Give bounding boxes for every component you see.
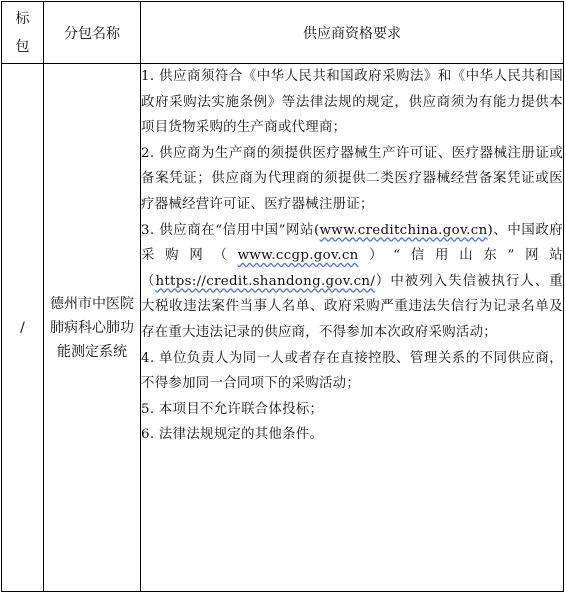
header-package-no-line1: 标 bbox=[15, 10, 30, 27]
credit-shandong-link[interactable]: https://credit.shandong.gov.cn/ bbox=[155, 273, 376, 289]
requirement-item-5: 5. 本项目不允许联合体投标； bbox=[141, 401, 324, 417]
header-package-no bbox=[2, 2, 44, 64]
requirement-item-1: 1. 供应商须符合《中华人民共和国政府采购法》和《中华人民共和国政府采购法实施条例》等法律法规的规定，供应商须为有能力提供本项目货物采购的生产商或代理商； bbox=[141, 69, 563, 136]
ccgp-link[interactable]: www.ccgp.gov.cn bbox=[237, 248, 359, 264]
requirement-item-3-text-c: ）“信用山东”网站（ bbox=[141, 248, 563, 289]
package-name-cell: 德州市中医院肺病科心肺功能测定系统 bbox=[44, 64, 141, 592]
requirement-item-3-text-d: ）中被列入失信被执行人、重大税收违法案件当事人名单、政府采购严重违法失信行为记录名单及存在重大违法记录的供应商，不得参加本次政府采购活动； bbox=[141, 273, 563, 340]
header-row bbox=[2, 2, 564, 64]
table-row bbox=[2, 64, 564, 592]
package-no-cell: / bbox=[2, 64, 44, 592]
requirement-item-6: 6. 法律法规规定的其他条件。 bbox=[141, 427, 324, 443]
creditchina-link[interactable]: www.creditchina.gov.cn bbox=[319, 222, 488, 238]
header-package-name: 分包名称 bbox=[44, 2, 141, 64]
requirements-cell bbox=[141, 64, 564, 592]
header-requirements: 供应商资格要求 bbox=[141, 2, 564, 64]
requirement-item-3-text-a: 3. 供应商在“信用中国”网站( bbox=[141, 222, 320, 238]
requirement-item-2: 2. 供应商为生产商的须提供医疗器械生产许可证、医疗器械注册证或备案凭证；供应商为代理商的须提供二类医疗器械经营备案凭证或医疗器械经营许可证、医疗器械注册证； bbox=[141, 145, 563, 212]
requirement-item-4: 4. 单位负责人为同一人或者存在直接控股、管理关系的不同供应商，不得参加同一合同项下的采购活动； bbox=[141, 350, 563, 392]
requirement-item-3-text-b: )、中国政府采购网（ bbox=[141, 222, 564, 264]
supplier-requirements-table bbox=[1, 1, 564, 592]
header-package-no-line2: 包 bbox=[15, 38, 30, 55]
requirement-item-3 bbox=[141, 218, 563, 346]
